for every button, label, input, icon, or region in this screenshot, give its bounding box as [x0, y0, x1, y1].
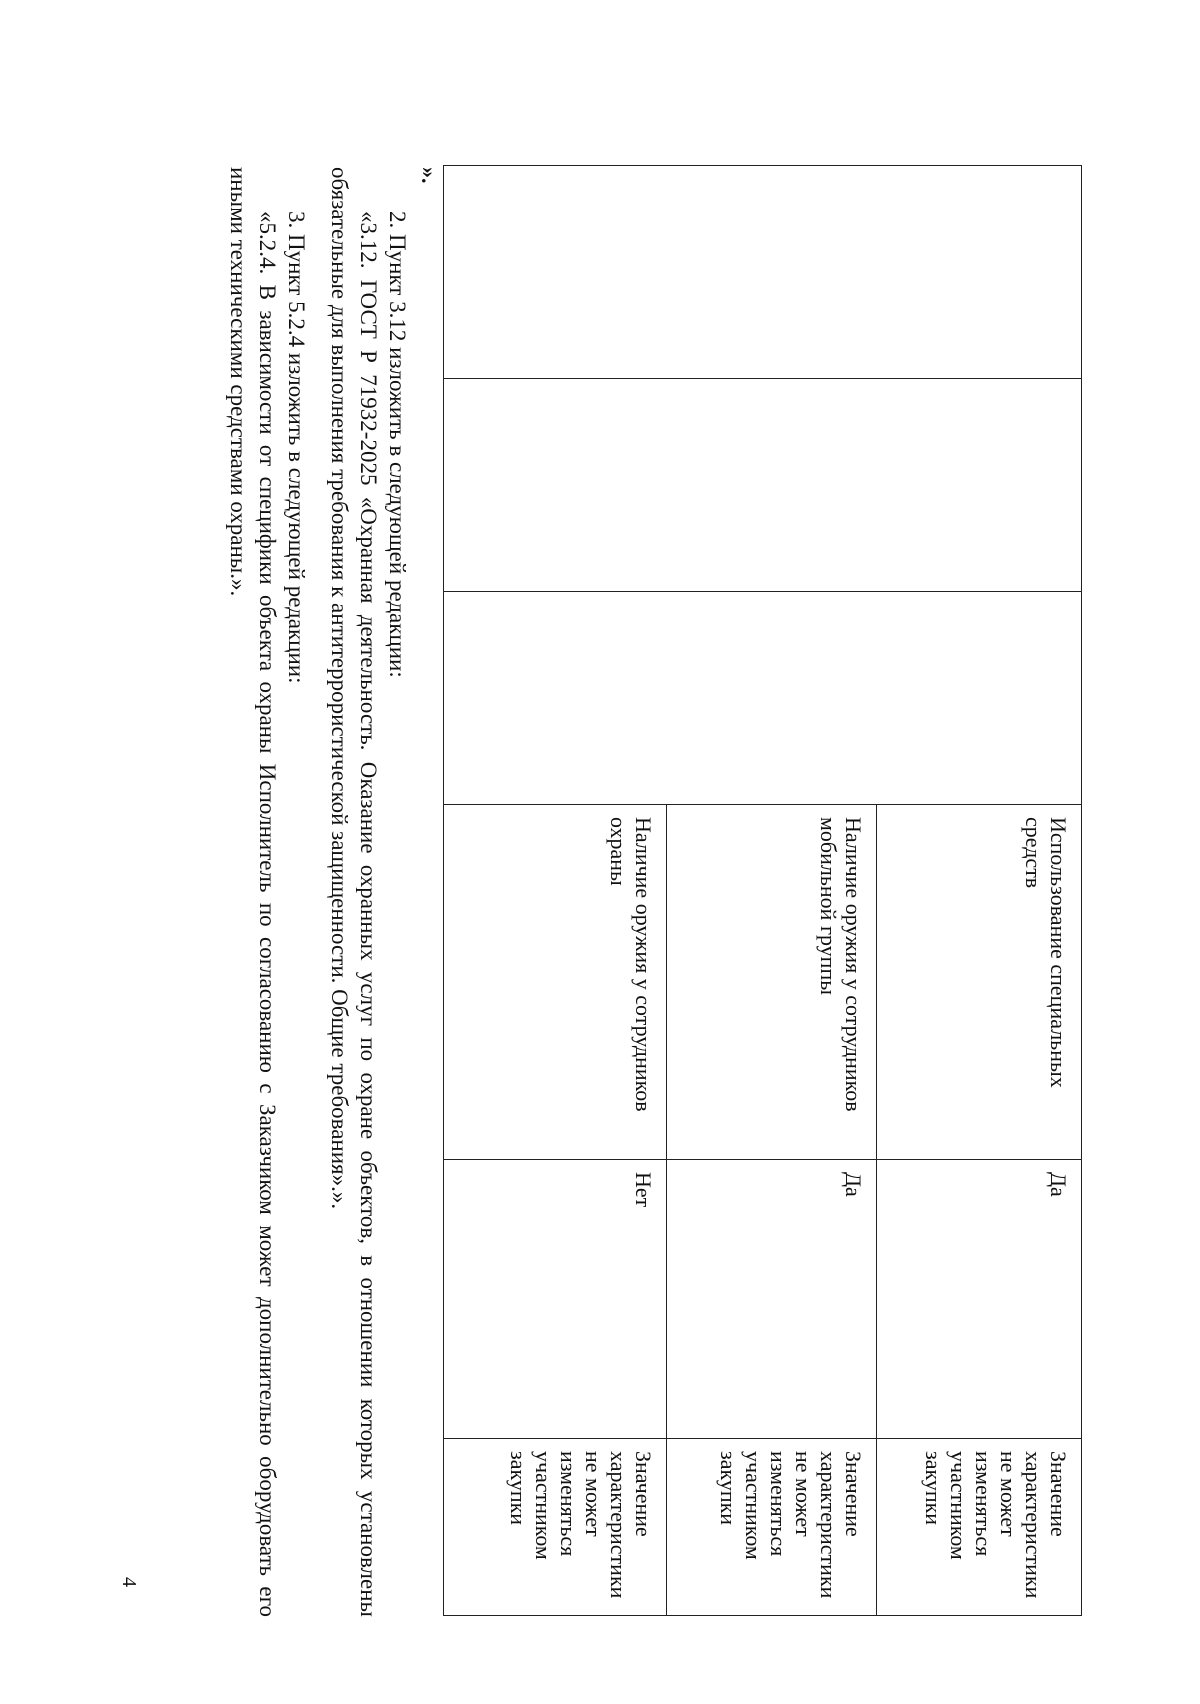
value-cell: Нет [444, 1160, 667, 1439]
requirements-table [443, 165, 1082, 1616]
value-cell: Да [877, 1160, 1082, 1439]
rotated-content [100, 77, 1100, 1627]
amendment-quote: «5.2.4. В зависимости от специфики объекта охраны Исполнитель по согласованию с Заказчиком может дополнительно оборудовать его иными техническими средствами охраны.». [226, 167, 280, 1617]
indicator-cell: Наличие оружия у сотрудников охраны [444, 805, 667, 1160]
amendment-item-heading: 3. Пункт 5.2.4 изложить в следующей редакции: [284, 211, 309, 684]
note-cell: Значение характеристики не может изменяться участником закупки [877, 1439, 1082, 1616]
closing-quote-mark: ». [417, 167, 442, 184]
note-cell: Значение характеристики не может изменяться участником закупки [444, 1439, 667, 1616]
page-number: 4 [118, 1577, 140, 1587]
amendment-text [224, 167, 412, 1617]
amendment-quote: «3.12. ГОСТ Р 71932-2025 «Охранная деятельность. Оказание охранных услуг по охране объектов, в отношении которых установлены обязательные для выполнения требования к антитеррористической защищенности. Общие требования».». [327, 167, 381, 1617]
indicator-cell: Наличие оружия у сотрудников мобильной группы [667, 805, 877, 1160]
table-cell-empty [444, 379, 1082, 592]
indicator-cell: Использование специальных средств [877, 805, 1082, 1160]
table-row [877, 166, 1082, 1616]
value-cell: Да [667, 1160, 877, 1439]
note-cell: Значение характеристики не может изменяться участником закупки [667, 1439, 877, 1616]
table-cell-empty [444, 592, 1082, 805]
table-cell-empty [444, 166, 1082, 379]
amendment-item-heading: 2. Пункт 3.12 изложить в следующей редакции: [385, 211, 410, 678]
